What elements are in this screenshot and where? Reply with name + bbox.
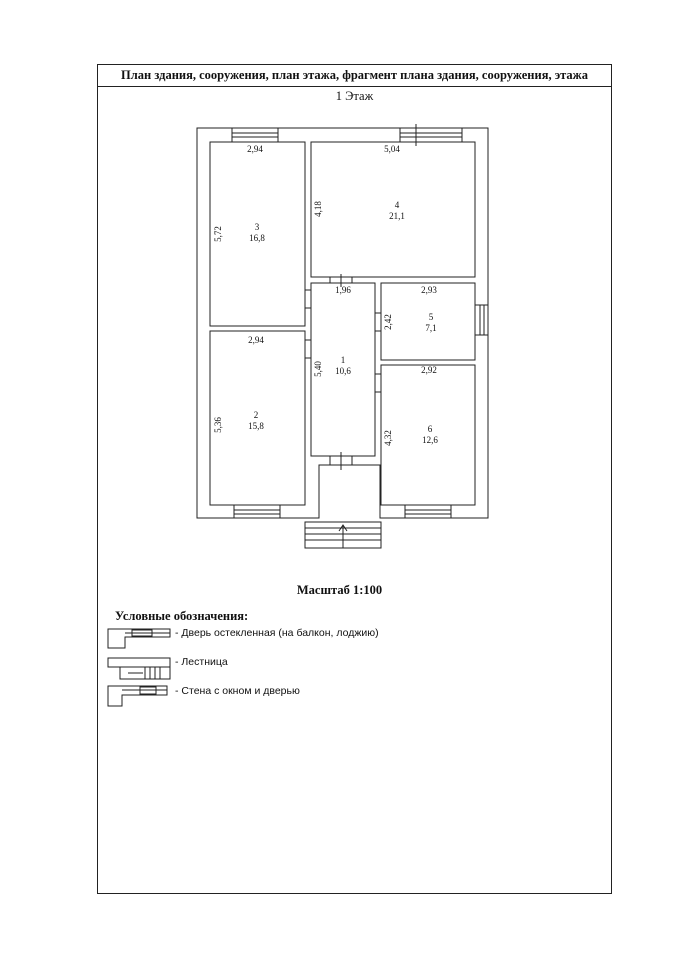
door-icon <box>375 313 381 331</box>
room-2-height: 5,36 <box>213 417 223 433</box>
scale-label: Масштаб 1:100 <box>296 583 383 597</box>
room-3-height: 5,72 <box>213 226 223 242</box>
room-1-area: 10,6 <box>335 366 351 376</box>
legend-title: Условные обозначения: <box>115 609 249 623</box>
room-1-width: 1,96 <box>335 285 351 295</box>
door-icon <box>375 374 381 392</box>
page-title: План здания, сооружения, план этажа, фрагмент плана здания, сооружения, этажа <box>98 65 611 87</box>
door-icon <box>305 290 311 308</box>
floor-label: 1 Этаж <box>335 89 374 103</box>
room-1-number: 1 <box>340 355 346 365</box>
legend-item-wall-window-door: - Стена с окном и дверью <box>175 685 300 697</box>
glazed-door-icon <box>108 629 170 648</box>
room-6-height: 4,32 <box>383 430 393 446</box>
door-icon <box>305 340 311 358</box>
windows <box>232 124 488 518</box>
room-6-width: 2,92 <box>421 365 437 375</box>
room-1-height: 5,40 <box>313 361 323 377</box>
window-icon <box>234 505 280 518</box>
room-5-number: 5 <box>428 312 434 322</box>
room-6-area: 12,6 <box>422 435 438 445</box>
room-6-number: 6 <box>427 424 433 434</box>
room-4-width: 5,04 <box>384 144 400 154</box>
legend-item-glazed-door: - Дверь остекленная (на балкон, лоджию) <box>175 627 379 639</box>
legend-item-stairs: - Лестница <box>175 656 228 668</box>
wall-window-door-icon <box>108 686 167 706</box>
room-2-area: 15,8 <box>248 421 264 431</box>
room-3-number: 3 <box>254 222 260 232</box>
room-3-width: 2,94 <box>247 144 263 154</box>
room-5-height: 2,42 <box>383 314 393 330</box>
room-4-outline <box>311 142 475 277</box>
window-icon <box>475 305 488 335</box>
window-icon <box>405 505 451 518</box>
entrance-stairs-icon <box>305 522 381 548</box>
room-5-area: 7,1 <box>425 323 437 333</box>
window-icon <box>400 124 462 146</box>
window-icon <box>232 128 278 142</box>
room-4-number: 4 <box>394 200 400 210</box>
room-2-width: 2,94 <box>248 335 264 345</box>
room-4-area: 21,1 <box>389 211 405 221</box>
room-4-height: 4,18 <box>313 201 323 217</box>
legend-symbols <box>108 629 170 706</box>
room-5-width: 2,93 <box>421 285 437 295</box>
room-2-number: 2 <box>253 410 259 420</box>
staircase-icon <box>108 658 170 679</box>
room-3-area: 16,8 <box>249 233 265 243</box>
